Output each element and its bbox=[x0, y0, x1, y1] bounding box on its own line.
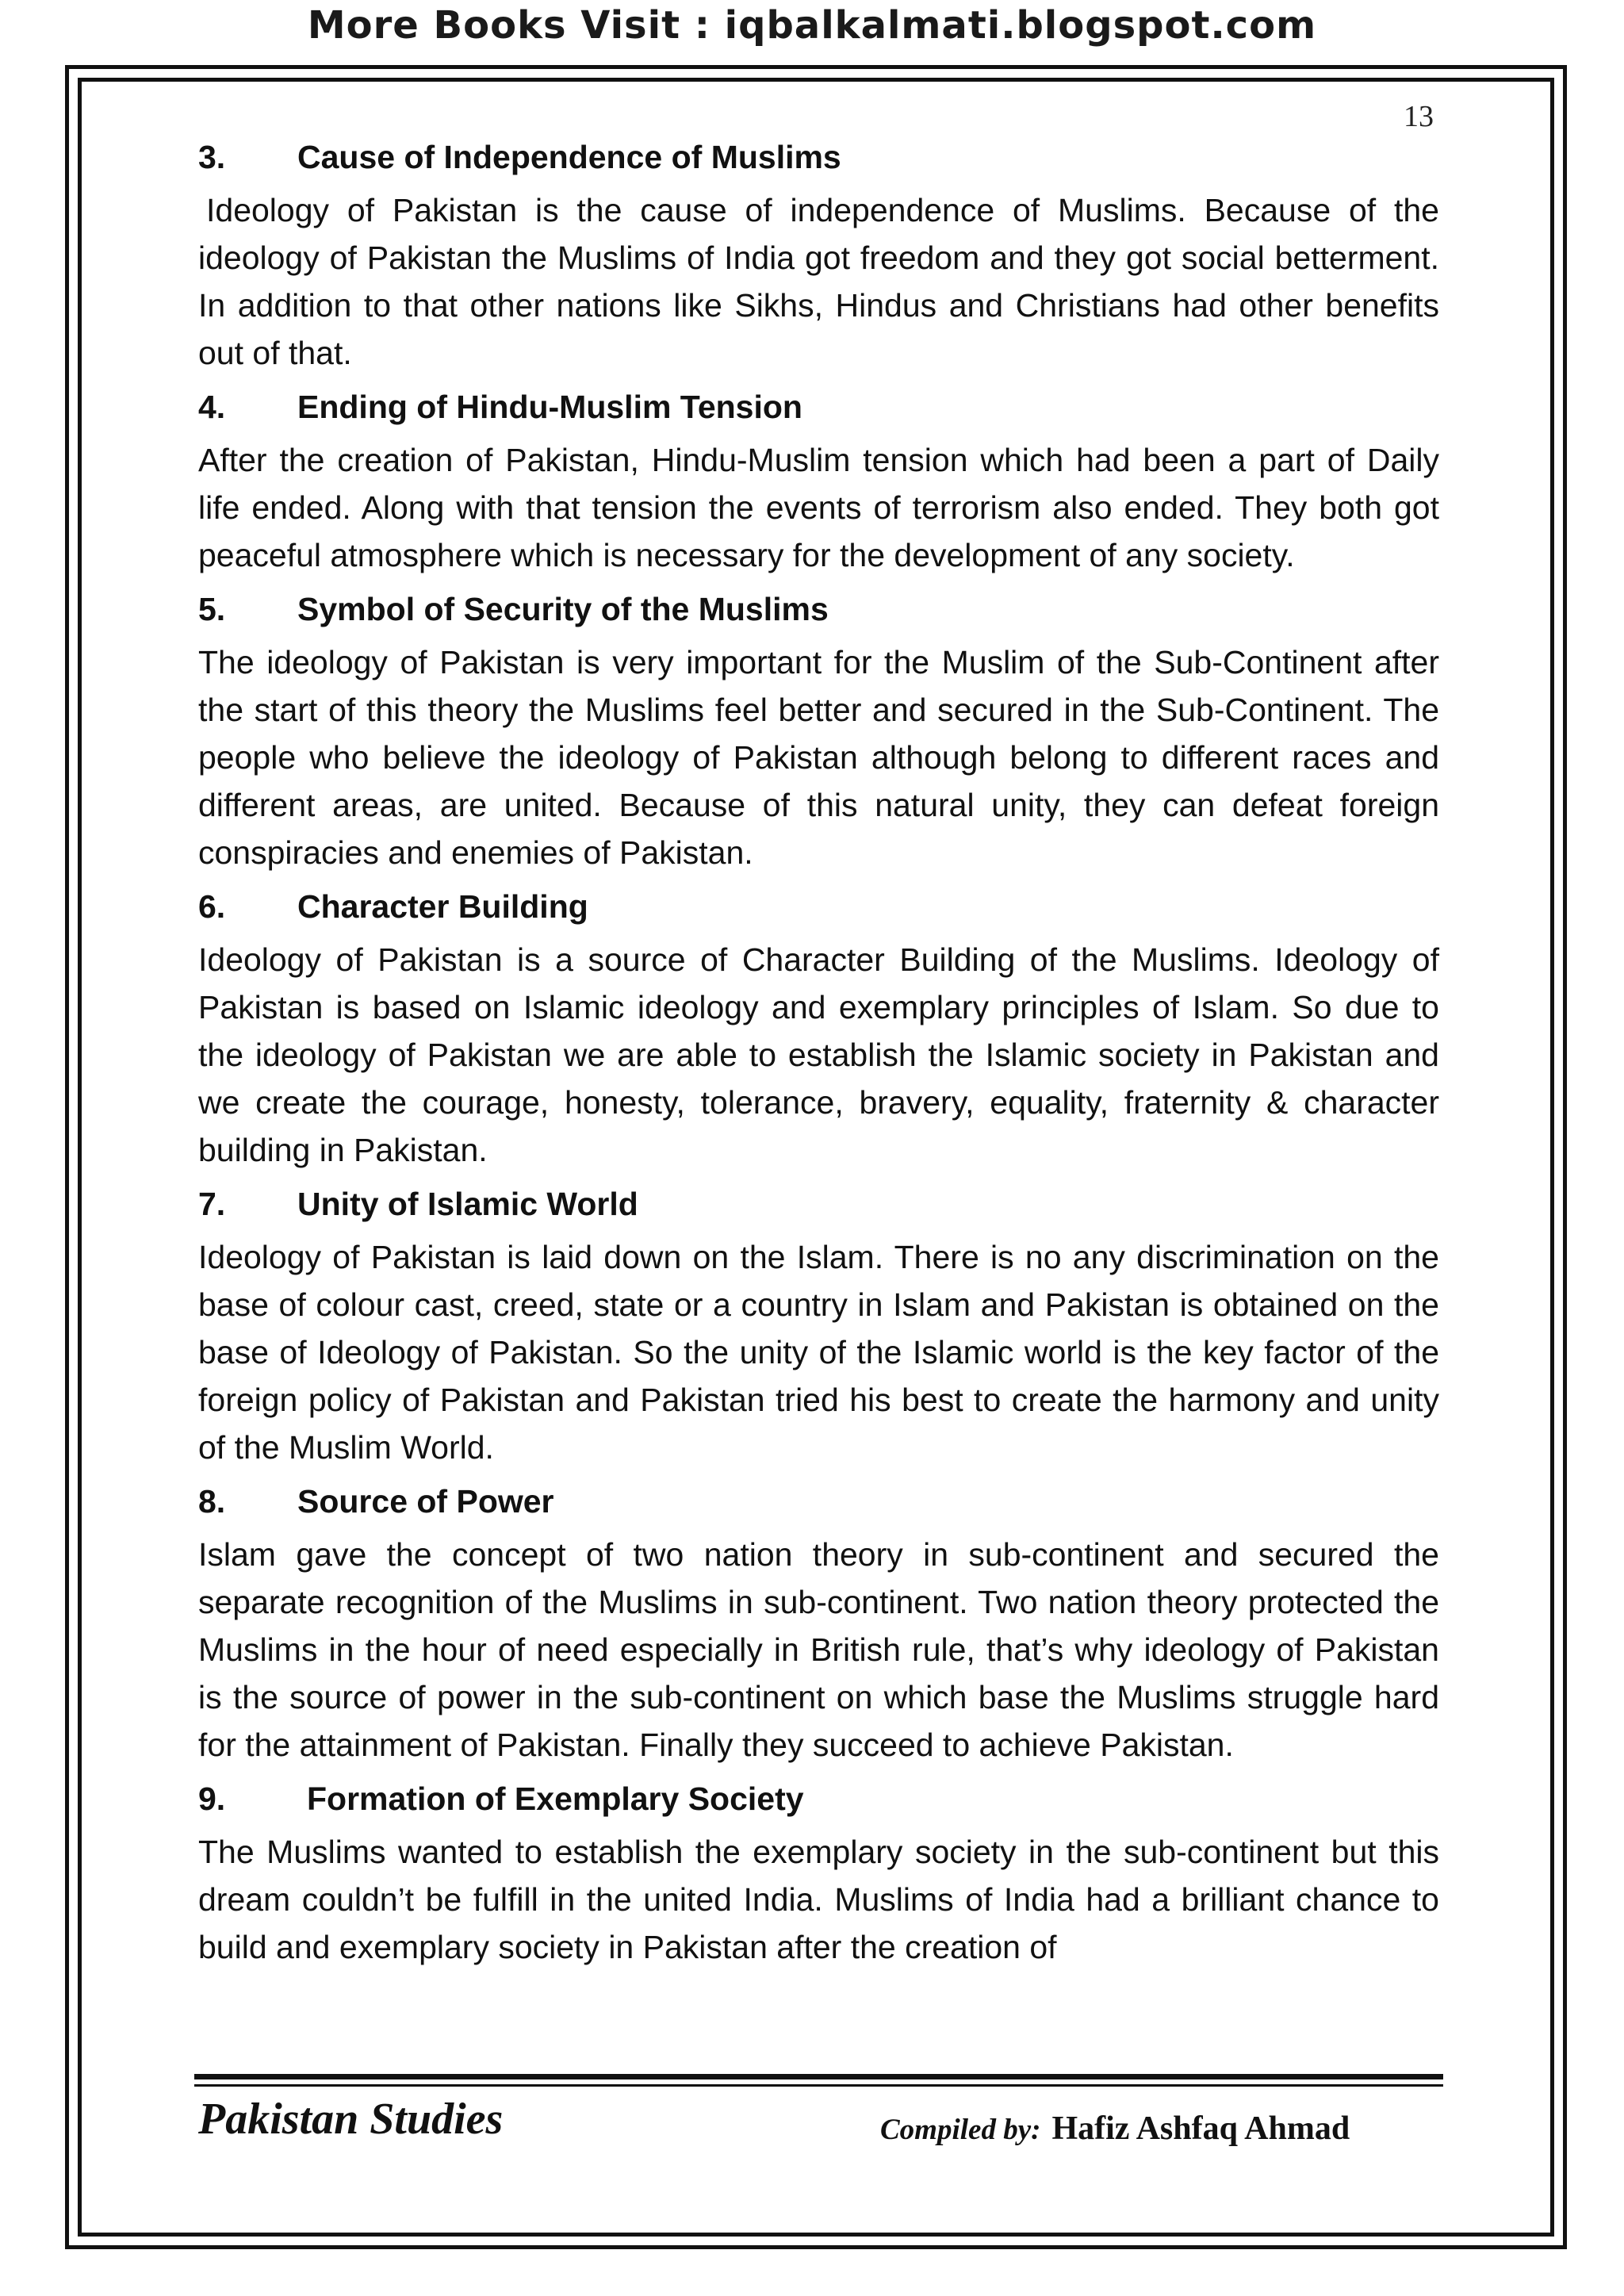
section-body: After the creation of Pakistan, Hindu-Muslim tension which had been a part of Daily life ended. Along with that tension the events of terrorism also ended. They both got peaceful atmosphere which is necessary for the development of any society. bbox=[198, 442, 1439, 573]
section-5 bbox=[198, 585, 1439, 876]
top-banner: More Books Visit : iqbalkalmati.blogspot.com bbox=[307, 3, 1317, 48]
section-number: 7. bbox=[198, 1186, 226, 1222]
section-7 bbox=[198, 1180, 1439, 1471]
section-heading bbox=[198, 1180, 1439, 1228]
section-8 bbox=[198, 1478, 1439, 1769]
section-body: Islam gave the concept of two nation theory in sub-continent and secured the separate recognition of the Muslims in sub-continent. Two nation theory protected the Muslims in the hour of need especially in British rule, that’s why ideology of Pakistan is the source of power in the sub-continent on which base the Muslims struggle hard for the attainment of Pakistan. Finally they succeed to achieve Pakistan. bbox=[198, 1536, 1439, 1763]
section-title: Character Building bbox=[297, 888, 588, 925]
section-number: 5. bbox=[198, 591, 226, 627]
section-heading bbox=[198, 1775, 1439, 1823]
section-title: Ending of Hindu-Muslim Tension bbox=[297, 389, 802, 425]
section-title: Source of Power bbox=[297, 1483, 554, 1520]
footer-compiled bbox=[880, 2110, 1350, 2148]
section-title: Cause of Independence of Muslims bbox=[297, 139, 841, 175]
section-number: 6. bbox=[198, 888, 226, 925]
section-body: Ideology of Pakistan is a source of Character Building of the Muslims. Ideology of Pakistan is based on Islamic ideology and exemplary principles of Islam. So due to the ideology of Pakistan we are able to establish the Islamic society in Pakistan and we create the courage, honesty, tolerance, bravery, equality, fraternity & character building in Pakistan. bbox=[198, 941, 1439, 1168]
section-heading bbox=[198, 1478, 1439, 1525]
footer-rule bbox=[194, 2084, 1443, 2087]
section-title: Symbol of Security of the Muslims bbox=[297, 591, 829, 627]
section-3 bbox=[198, 133, 1439, 377]
page-content bbox=[198, 131, 1439, 1977]
section-body: The ideology of Pakistan is very important for the Muslim of the Sub-Continent after the start of this theory the Muslims feel better and secured in the Sub-Continent. The people who believe the ideology of Pakistan although belong to different races and different areas, are united. Because of this natural unity, they can defeat foreign conspiracies and enemies of Pakistan. bbox=[198, 644, 1439, 871]
page-number: 13 bbox=[1404, 100, 1434, 133]
section-number: 3. bbox=[198, 139, 226, 175]
section-number: 9. bbox=[198, 1780, 226, 1817]
section-title: Unity of Islamic World bbox=[297, 1186, 638, 1222]
section-body: The Muslims wanted to establish the exemplary society in the sub-continent but this dream couldn’t be fulfill in the united India. Muslims of India had a brilliant chance to build and exemplary society in Pakistan after the creation of bbox=[198, 1834, 1439, 1965]
footer-title: Pakistan Studies bbox=[198, 2095, 504, 2144]
section-9 bbox=[198, 1775, 1439, 1971]
section-number: 8. bbox=[198, 1483, 226, 1520]
section-heading bbox=[198, 883, 1439, 930]
footer-rule bbox=[194, 2074, 1443, 2079]
section-heading bbox=[198, 133, 1439, 181]
section-body: Ideology of Pakistan is the cause of independence of Muslims. Because of the ideology of Pakistan the Muslims of India got freedom and they got social betterment. In addition to that other nations like Sikhs, Hindus and Christians had other benefits out of that. bbox=[198, 192, 1439, 371]
section-heading bbox=[198, 585, 1439, 633]
section-4 bbox=[198, 383, 1439, 579]
compiled-name: Hafiz Ashfaq Ahmad bbox=[1051, 2110, 1350, 2147]
section-title: Formation of Exemplary Society bbox=[307, 1780, 804, 1817]
section-6 bbox=[198, 883, 1439, 1174]
section-number: 4. bbox=[198, 389, 226, 425]
section-heading bbox=[198, 383, 1439, 431]
compiled-label: Compiled by: bbox=[880, 2114, 1041, 2146]
section-body: Ideology of Pakistan is laid down on the Islam. There is no any discrimination on the base of colour cast, creed, state or a country in Islam and Pakistan is obtained on the base of Ideology of Pakistan. So the unity of the Islamic world is the key factor of the foreign policy of Pakistan and Pakistan tried his best to create the harmony and unity of the Muslim World. bbox=[198, 1239, 1439, 1466]
